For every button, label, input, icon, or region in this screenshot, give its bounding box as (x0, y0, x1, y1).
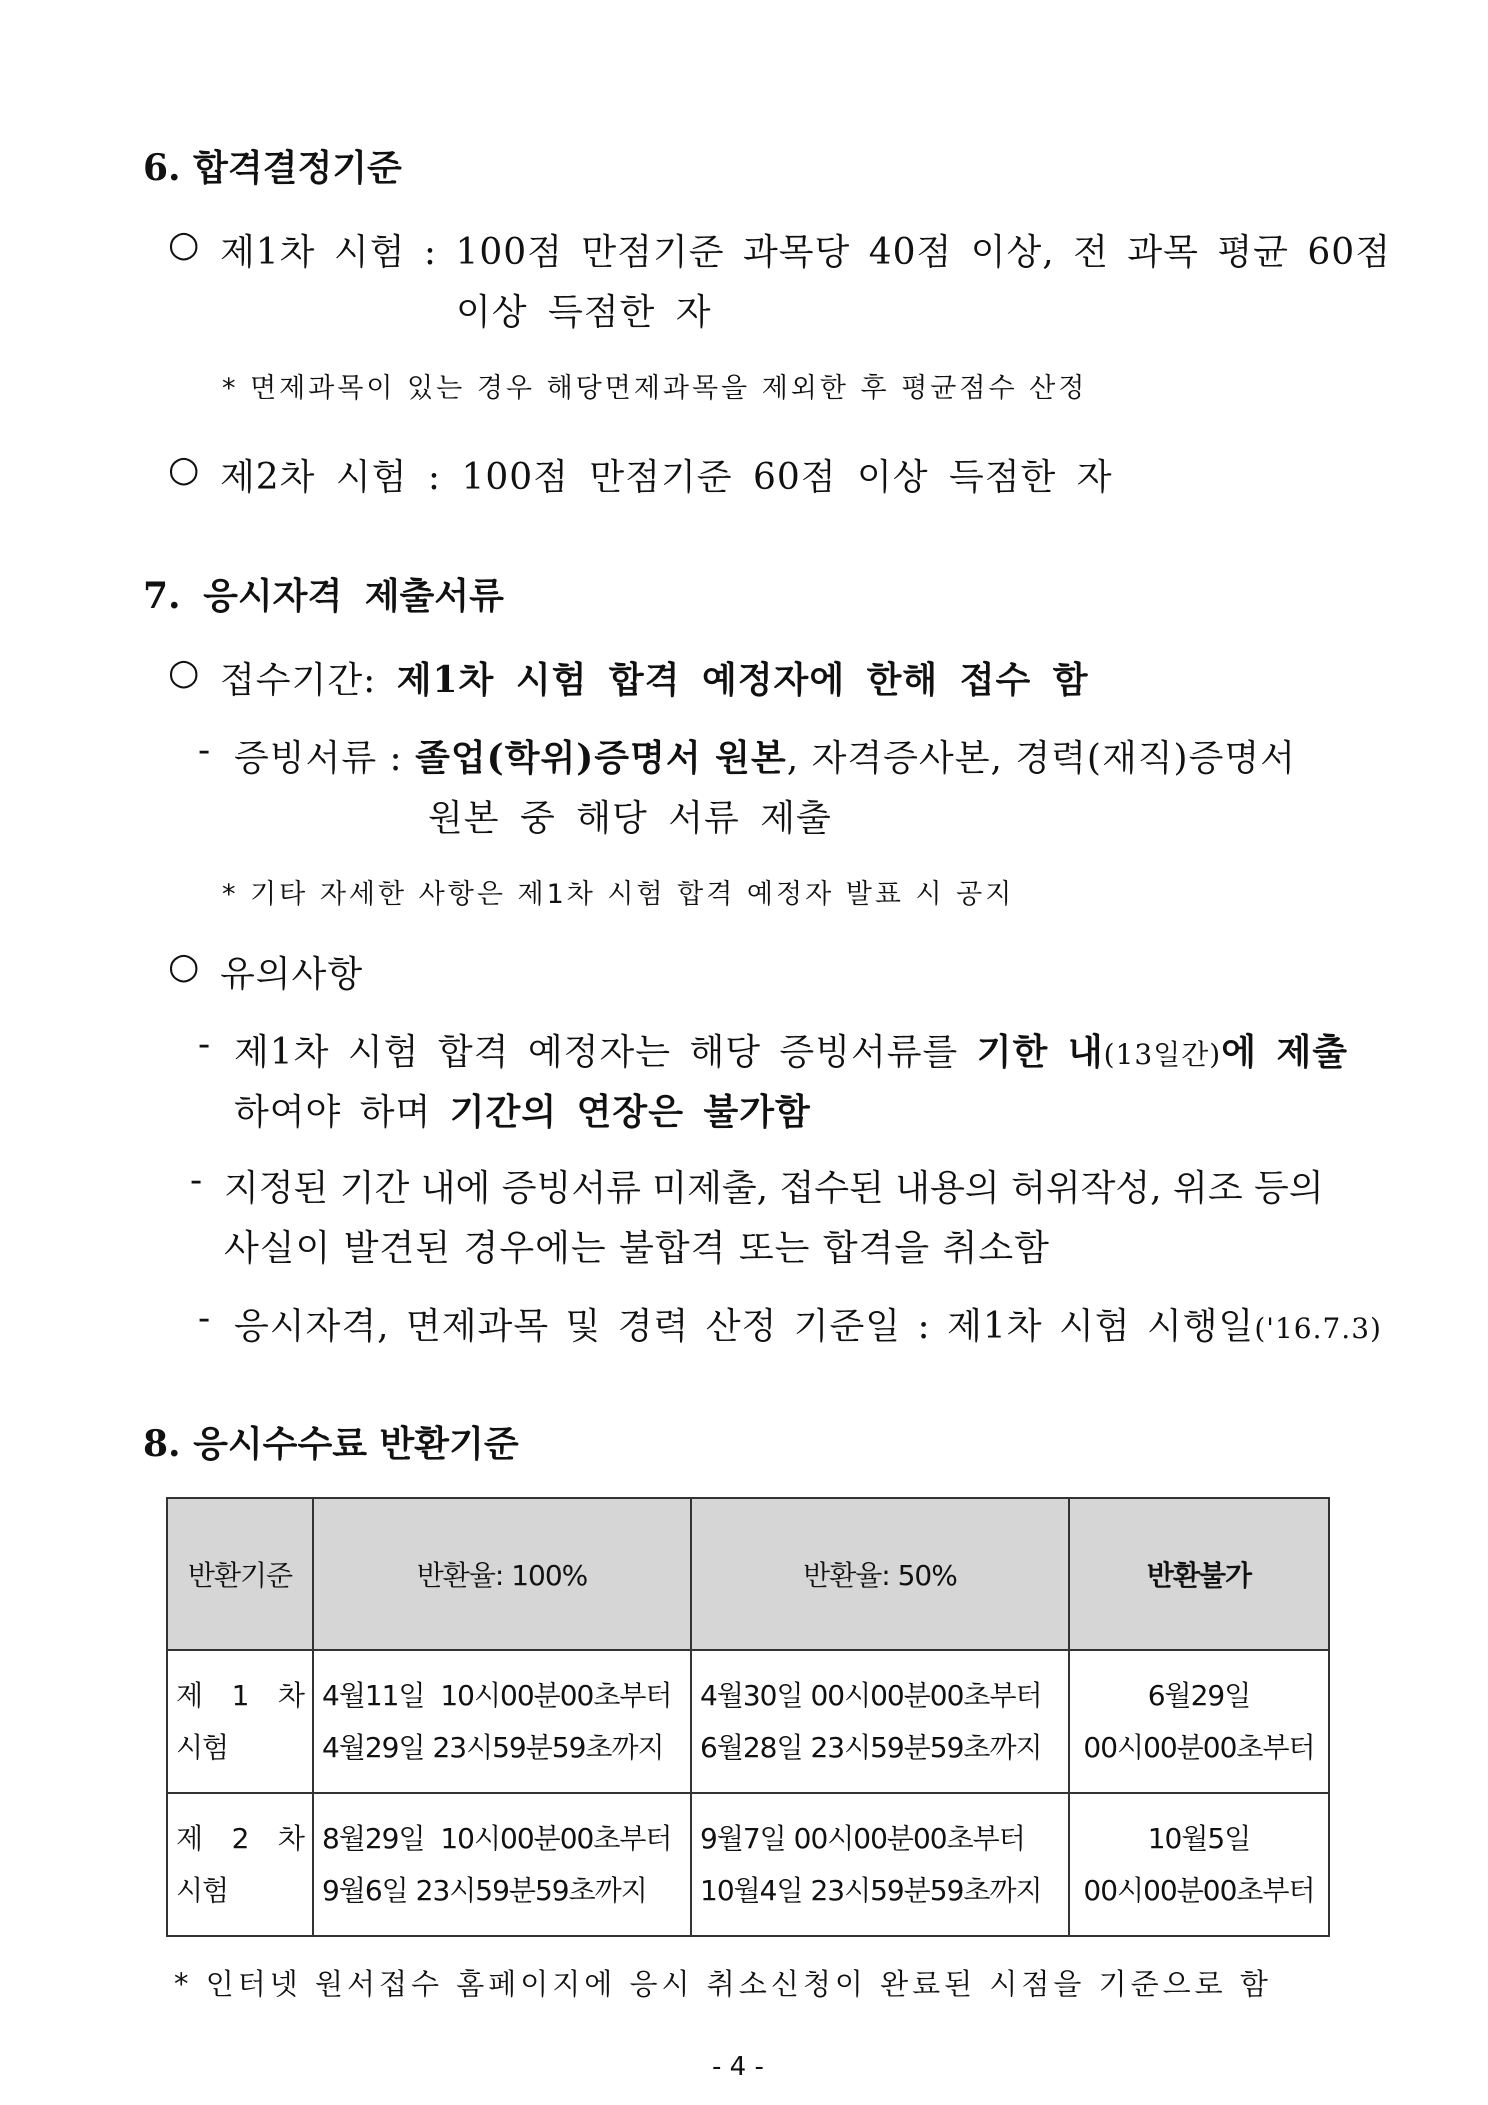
dash: - (198, 1024, 212, 1065)
bullet-circle: ○ (168, 946, 201, 987)
header-refund-100: 반환율: 100% (313, 1498, 691, 1650)
section-8-heading: 8. 응시수수료 반환기준 (143, 1423, 519, 1465)
criteria-first-exam-line2: 이상 득점한 자 (456, 292, 712, 333)
cell-no-refund: 6월29일 00시00분00초부터 (1069, 1650, 1329, 1793)
row-label-first-exam: 제 1 차 시험 (167, 1650, 313, 1793)
caution-deadline-bold: 기한 내 (976, 1031, 1104, 1073)
cell-refund-50: 4월30일 00시00분00초부터 6월28일 23시59분59초까지 (691, 1650, 1069, 1793)
caution-heading: 유의사항 (220, 954, 364, 995)
receipt-period-value: 제1차 시험 합격 예정자에 한해 접수 함 (396, 659, 1089, 701)
cell-refund-100: 8월29일 10시00분00초부터 9월6일 23시59분59초까지 (313, 1793, 691, 1936)
dash: - (198, 730, 212, 771)
table-row (167, 1793, 1329, 1936)
other-details-note: * 기타 자세한 사항은 제1차 시험 합격 예정자 발표 시 공지 (222, 879, 1015, 910)
proof-documents-line2: 원본 중 해당 서류 제출 (428, 798, 832, 839)
receipt-period-label: 접수기간: (220, 660, 397, 701)
criteria-second-exam: 제2차 시험 : 100점 만점기준 60점 이상 득점한 자 (220, 457, 1113, 498)
caution-deadline-line1 (234, 1024, 1348, 1075)
reference-date-value: ('16.7.3) (1254, 1312, 1382, 1345)
refund-table (166, 1497, 1330, 1937)
cancellation-note: * 인터넷 원서접수 홈페이지에 응시 취소신청이 완료된 시점을 기준으로 함 (174, 1967, 1272, 2001)
cell-refund-100: 4월11일 10시00분00초부터 4월29일 23시59분59초까지 (313, 1650, 691, 1793)
caution-deadline-line2 (234, 1084, 811, 1135)
cell-refund-50: 9월7일 00시00분00초부터 10월4일 23시59분59초까지 (691, 1793, 1069, 1936)
caution-falsification-line1: 지정된 기간 내에 증빙서류 미제출, 접수된 내용의 허위작성, 위조 등의 (224, 1168, 1324, 1209)
caution-deadline-submit: 에 제출 (1221, 1031, 1349, 1073)
dash: - (198, 1298, 212, 1339)
caution-deadline-line2-text: 하여야 하며 (234, 1092, 450, 1133)
reference-date-text: 응시자격, 면제과목 및 경력 산정 기준일 : 제1차 시험 시행일 (234, 1306, 1255, 1347)
row-label-second-exam: 제 2 차 시험 (167, 1793, 313, 1936)
bullet-circle: ○ (168, 224, 201, 265)
proof-documents-label: 증빙서류 : (234, 738, 416, 779)
criteria-first-exam-line1: 제1차 시험 : 100점 만점기준 과목당 40점 이상, 전 과목 평균 60점 (220, 232, 1391, 273)
header-refund-criteria: 반환기준 (167, 1498, 313, 1650)
page-number: - 4 - (712, 2052, 764, 2082)
dash: - (190, 1160, 204, 1201)
table-row (167, 1650, 1329, 1793)
caution-reference-date (234, 1298, 1382, 1349)
receipt-period (220, 652, 1089, 703)
section-6-heading: 6. 합격결정기준 (143, 147, 402, 189)
bullet-circle: ○ (168, 652, 201, 693)
caution-falsification-line2: 사실이 발견된 경우에는 불합격 또는 합격을 취소함 (224, 1228, 1050, 1269)
header-refund-50: 반환율: 50% (691, 1498, 1069, 1650)
table-header-row (167, 1498, 1329, 1650)
proof-documents-line1 (234, 730, 1296, 781)
proof-documents-rest: , 자격증사본, 경력(재직)증명서 (786, 738, 1296, 779)
bullet-circle: ○ (168, 449, 201, 490)
cell-no-refund: 10월5일 00시00분00초부터 (1069, 1793, 1329, 1936)
section-7-heading: 7. 응시자격 제출서류 (143, 575, 504, 617)
exemption-note: * 면제과목이 있는 경우 해당면제과목을 제외한 후 평균점수 산정 (222, 373, 1088, 404)
caution-deadline-text: 제1차 시험 합격 예정자는 해당 증빙서류를 (234, 1032, 977, 1073)
caution-deadline-no-extension: 기간의 연장은 불가함 (449, 1091, 811, 1133)
caution-deadline-days: (13일간) (1103, 1038, 1222, 1071)
header-no-refund: 반환불가 (1069, 1498, 1329, 1650)
proof-documents-original: 졸업(학위)증명서 원본 (415, 737, 787, 779)
